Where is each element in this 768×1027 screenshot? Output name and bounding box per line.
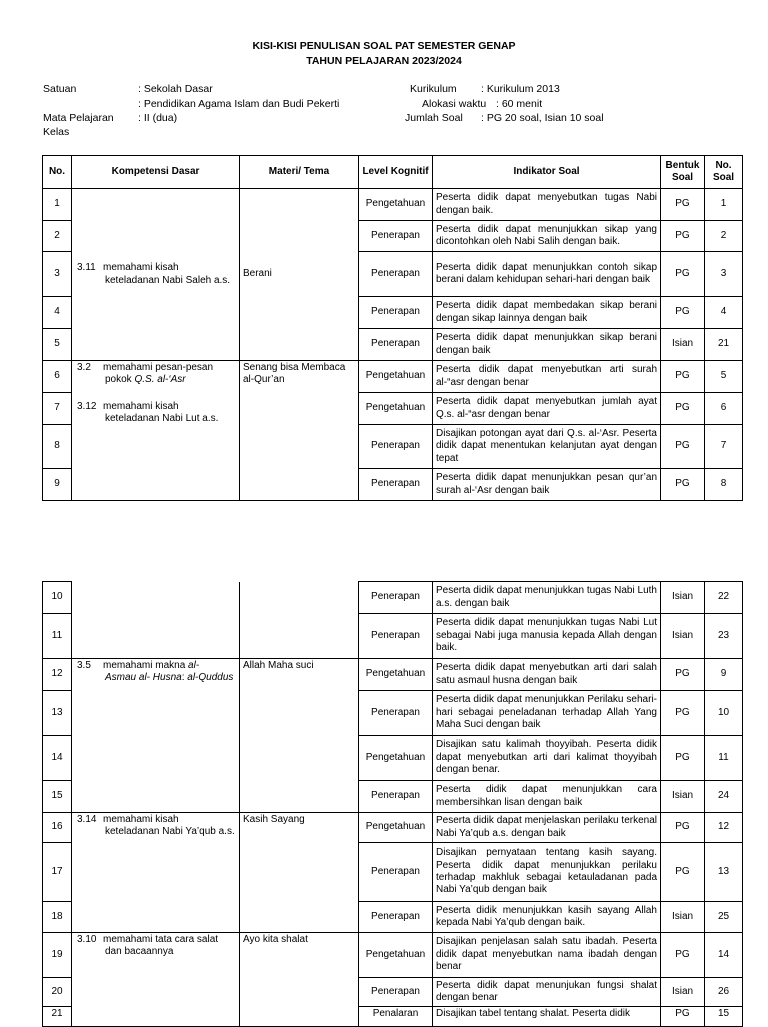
row-indikator: Peserta didik dapat menyebutkan tugas Nabi dengan baik.: [433, 189, 661, 221]
row-indikator: Disajikan satu kalimah thoyyibah. Peserta didik dapat menyebutkan arti dari kalimat thoyyibah dengan benar.: [433, 736, 661, 781]
row-bentuk: PG: [661, 1007, 705, 1027]
document-subtitle: TAHUN PELAJARAN 2023/2024: [306, 55, 462, 67]
col-header-indikator: Indikator Soal: [433, 156, 661, 189]
table-row: [43, 659, 743, 691]
row-level: Pengetahuan: [359, 933, 433, 978]
row-bentuk: PG: [661, 189, 705, 221]
row-no: 13: [43, 691, 72, 736]
row-indikator: Peserta didik dapat menyebutkan arti surah al-“asr dengan benar: [433, 361, 661, 393]
col-header-level: Level Kognitif: [359, 156, 433, 189]
row-no: 15: [43, 781, 72, 813]
row-nosoal: 7: [705, 425, 743, 469]
kd-number: 3.11: [77, 262, 96, 274]
table-row: [43, 361, 743, 393]
row-bentuk: PG: [661, 252, 705, 297]
row-level: Penerapan: [359, 843, 433, 902]
materi-senang: Senang bisa Membaca al-Qur’an: [240, 361, 359, 501]
col-header-no: No.: [43, 156, 72, 189]
kurikulum-value: : Kurikulum 2013: [481, 83, 560, 95]
row-level: Penerapan: [359, 691, 433, 736]
satuan-value: : Sekolah Dasar: [138, 83, 213, 95]
row-nosoal: 11: [705, 736, 743, 781]
kd-text: memahami makna: [103, 660, 189, 671]
table-header-row: [43, 156, 743, 189]
row-nosoal: 6: [705, 393, 743, 425]
row-indikator: Peserta didik dapat menunjukkan Perilaku sehari-hari sebagai peneladanan terhadap Allah Yang Maha Suci dengan baik: [433, 691, 661, 736]
kelas-value: : II (dua): [138, 112, 178, 124]
row-nosoal: 14: [705, 933, 743, 978]
kd-text: memahami kisah: [103, 400, 179, 412]
materi-shalat: Ayo kita shalat: [240, 933, 359, 1027]
jumlah-value: : PG 20 soal, Isian 10 soal: [481, 112, 604, 124]
row-bentuk: PG: [661, 393, 705, 425]
row-indikator: Peserta didik dapat menunjukkan tugas Nabi Luth a.s. dengan baik: [433, 582, 661, 614]
row-level: Penerapan: [359, 781, 433, 813]
row-nosoal: 5: [705, 361, 743, 393]
row-no: 17: [43, 843, 72, 902]
row-no: 19: [43, 933, 72, 978]
row-nosoal: 15: [705, 1007, 743, 1027]
row-no: 6: [43, 361, 72, 393]
row-indikator: Peserta didik dapat menunjukkan contoh sikap berani dalam kehidupan sehari-hari dengan baik: [433, 252, 661, 297]
kd-312: [75, 401, 236, 426]
kd-number: 3.10: [77, 934, 97, 945]
row-bentuk: PG: [661, 933, 705, 978]
row-bentuk: Isian: [661, 902, 705, 933]
kisi-kisi-table-1: [42, 155, 743, 501]
row-nosoal: 25: [705, 902, 743, 933]
row-level: Pengetahuan: [359, 361, 433, 393]
kd-cell-35: [72, 659, 240, 813]
kd-32: [75, 362, 236, 387]
kd-number: 3.14: [77, 814, 97, 825]
table-row: [43, 582, 743, 614]
kisi-kisi-table-2: [42, 581, 743, 1027]
row-no: 16: [43, 813, 72, 843]
kurikulum-label: Kurikulum: [410, 83, 457, 95]
row-nosoal: 13: [705, 843, 743, 902]
row-bentuk: Isian: [661, 614, 705, 659]
row-indikator: Disajikan tabel tentang shalat. Peserta didik: [433, 1007, 661, 1027]
row-bentuk: PG: [661, 813, 705, 843]
row-indikator: Disajikan pernyataan tentang kasih sayang. Peserta didik dapat menunjukkan perilaku terhadap makhluk sebagai ketauladanan pada Nabi Ya’qub dengan baik: [433, 843, 661, 902]
row-indikator: Peserta didik dapat menyebutkan arti dari salah satu asmaul husna dengan baik: [433, 659, 661, 691]
row-nosoal: 1: [705, 189, 743, 221]
row-indikator: Peserta didik dapat menunjukkan tugas Nabi Lut sebagai Nabi juga manusia kepada Allah dengan baik.: [433, 614, 661, 659]
row-level: Pengetahuan: [359, 736, 433, 781]
row-level: Penalaran: [359, 1007, 433, 1027]
alokasi-label: Alokasi waktu: [422, 98, 487, 110]
row-level: Pengetahuan: [359, 659, 433, 691]
kd-text-separator: :: [181, 672, 188, 684]
kd-cell-continued: [72, 582, 240, 659]
materi-allah: Allah Maha suci: [240, 659, 359, 813]
row-nosoal: 26: [705, 978, 743, 1007]
row-nosoal: 2: [705, 221, 743, 252]
row-level: Penerapan: [359, 902, 433, 933]
materi-cell-continued: [240, 582, 359, 659]
document-title: KISI-KISI PENULISAN SOAL PAT SEMESTER GENAP: [252, 40, 516, 52]
col-header-nosoal: No. Soal: [705, 156, 743, 189]
materi-berani: Berani: [240, 189, 359, 361]
kd-314: [75, 814, 236, 839]
row-nosoal: 10: [705, 691, 743, 736]
row-no: 21: [43, 1007, 72, 1027]
row-nosoal: 22: [705, 582, 743, 614]
row-indikator: Peserta didik dapat membedakan sikap berani dengan sikap lainnya dengan baik: [433, 297, 661, 329]
row-indikator: Peserta didik dapat menunjukkan cara membersihkan lisan dengan baik: [433, 781, 661, 813]
row-level: Pengetahuan: [359, 189, 433, 221]
kd-35: [75, 660, 236, 685]
kd-number: 3.12: [77, 400, 97, 412]
row-nosoal: 24: [705, 781, 743, 813]
row-indikator: Peserta didik dapat menunjukkan sikap yang dicontohkan oleh Nabi Salih dengan baik.: [433, 221, 661, 252]
row-level: Pengetahuan: [359, 393, 433, 425]
row-nosoal: 21: [705, 329, 743, 361]
row-no: 11: [43, 614, 72, 659]
kd-asmaul-husna-name: al-Quddus: [187, 672, 234, 684]
kd-text: memahami kisah: [103, 262, 179, 274]
materi-kasih: Kasih Sayang: [240, 813, 359, 933]
row-indikator: Peserta didik menunjukkan kasih sayang Allah kepada Nabi Ya’qub dengan baik.: [433, 902, 661, 933]
row-level: Penerapan: [359, 582, 433, 614]
kd-text-cont: dan bacaannya: [105, 946, 174, 958]
row-bentuk: PG: [661, 425, 705, 469]
kd-cell-314: [72, 813, 240, 933]
row-level: Pengetahuan: [359, 813, 433, 843]
row-level: Penerapan: [359, 221, 433, 252]
row-bentuk: PG: [661, 736, 705, 781]
col-header-materi: Materi/ Tema: [240, 156, 359, 189]
row-bentuk: PG: [661, 843, 705, 902]
row-no: 7: [43, 393, 72, 425]
row-level: Penerapan: [359, 425, 433, 469]
row-level: Penerapan: [359, 297, 433, 329]
kd-text: memahami pesan-pesan: [103, 362, 214, 373]
table-row: [43, 813, 743, 843]
row-no: 9: [43, 469, 72, 501]
row-indikator: Peserta didik dapat menunjukkan pesan qur’an surah al-‘Asr dengan baik: [433, 469, 661, 501]
row-indikator: Peserta didik dapat menyebutkan jumlah ayat Q.s. al-“asr dengan benar: [433, 393, 661, 425]
col-header-kd: Kompetensi Dasar: [72, 156, 240, 189]
row-level: Penerapan: [359, 329, 433, 361]
row-nosoal: 8: [705, 469, 743, 501]
row-bentuk: PG: [661, 691, 705, 736]
row-nosoal: 9: [705, 659, 743, 691]
row-nosoal: 12: [705, 813, 743, 843]
kd-cell-311: [72, 189, 240, 361]
kd-text-cont: keteladanan Nabi Lut a.s.: [105, 413, 219, 425]
kd-number: 3.5: [77, 660, 91, 671]
row-no: 10: [43, 582, 72, 614]
mapel-value: : Pendidikan Agama Islam dan Budi Pekerti: [138, 98, 340, 110]
row-bentuk: Isian: [661, 781, 705, 813]
row-no: 4: [43, 297, 72, 329]
row-bentuk: Isian: [661, 978, 705, 1007]
row-nosoal: 3: [705, 252, 743, 297]
row-bentuk: Isian: [661, 329, 705, 361]
jumlah-label: Jumlah Soal: [405, 112, 463, 124]
satuan-label: Satuan: [43, 83, 77, 95]
kd-311: [75, 262, 236, 287]
kd-text-cont: keteladanan Nabi Ya’qub a.s.: [105, 826, 235, 838]
row-no: 3: [43, 252, 72, 297]
kd-text-cont: pokok: [105, 374, 135, 386]
row-no: 12: [43, 659, 72, 691]
row-bentuk: PG: [661, 361, 705, 393]
row-bentuk: PG: [661, 297, 705, 329]
kd-text: memahami kisah: [103, 814, 179, 825]
kd-310: [75, 934, 236, 959]
row-no: 2: [43, 221, 72, 252]
mapel-label: Mata Pelajaran: [43, 112, 114, 124]
row-level: Penerapan: [359, 252, 433, 297]
row-bentuk: Isian: [661, 582, 705, 614]
row-bentuk: PG: [661, 221, 705, 252]
kd-number: 3.2: [77, 362, 91, 373]
row-bentuk: PG: [661, 469, 705, 501]
row-nosoal: 23: [705, 614, 743, 659]
row-indikator: Disajikan penjelasan salah satu ibadah. Peserta didik dapat menyebutkan nama ibadah dengan benar: [433, 933, 661, 978]
kd-text-cont: keteladanan Nabi Saleh a.s.: [105, 274, 231, 286]
table-row: [43, 189, 743, 221]
row-no: 14: [43, 736, 72, 781]
kd-cell-310: [72, 933, 240, 1027]
kd-text: memahami tata cara salat: [103, 934, 219, 945]
row-no: 20: [43, 978, 72, 1007]
col-header-bentuk: Bentuk Soal: [661, 156, 705, 189]
table-row: [43, 933, 743, 978]
kelas-label: Kelas: [43, 126, 70, 138]
row-indikator: Peserta didik dapat menjelaskan perilaku terkenal Nabi Ya’qub a.s. dengan baik: [433, 813, 661, 843]
row-bentuk: PG: [661, 659, 705, 691]
row-no: 18: [43, 902, 72, 933]
kd-text-italic: al-: [188, 660, 200, 671]
row-no: 1: [43, 189, 72, 221]
row-level: Penerapan: [359, 978, 433, 1007]
row-indikator: Disajikan potongan ayat dari Q.s. al-‘Asr. Peserta didik dapat menentukan kelanjutan ayat dengan tepat: [433, 425, 661, 469]
row-no: 8: [43, 425, 72, 469]
row-nosoal: 4: [705, 297, 743, 329]
row-no: 5: [43, 329, 72, 361]
row-level: Penerapan: [359, 469, 433, 501]
kd-surah-name: Q.S. al-‘Asr: [134, 374, 186, 386]
row-level: Penerapan: [359, 614, 433, 659]
kd-text-cont: Asmau al- Husna: [105, 672, 182, 684]
alokasi-value: : 60 menit: [496, 98, 543, 110]
kd-cell-32-312: [72, 361, 240, 501]
row-indikator: Peserta didik dapat menunjukan fungsi shalat dengan benar: [433, 978, 661, 1007]
row-indikator: Peserta didik dapat menunjukkan sikap berani dengan baik: [433, 329, 661, 361]
